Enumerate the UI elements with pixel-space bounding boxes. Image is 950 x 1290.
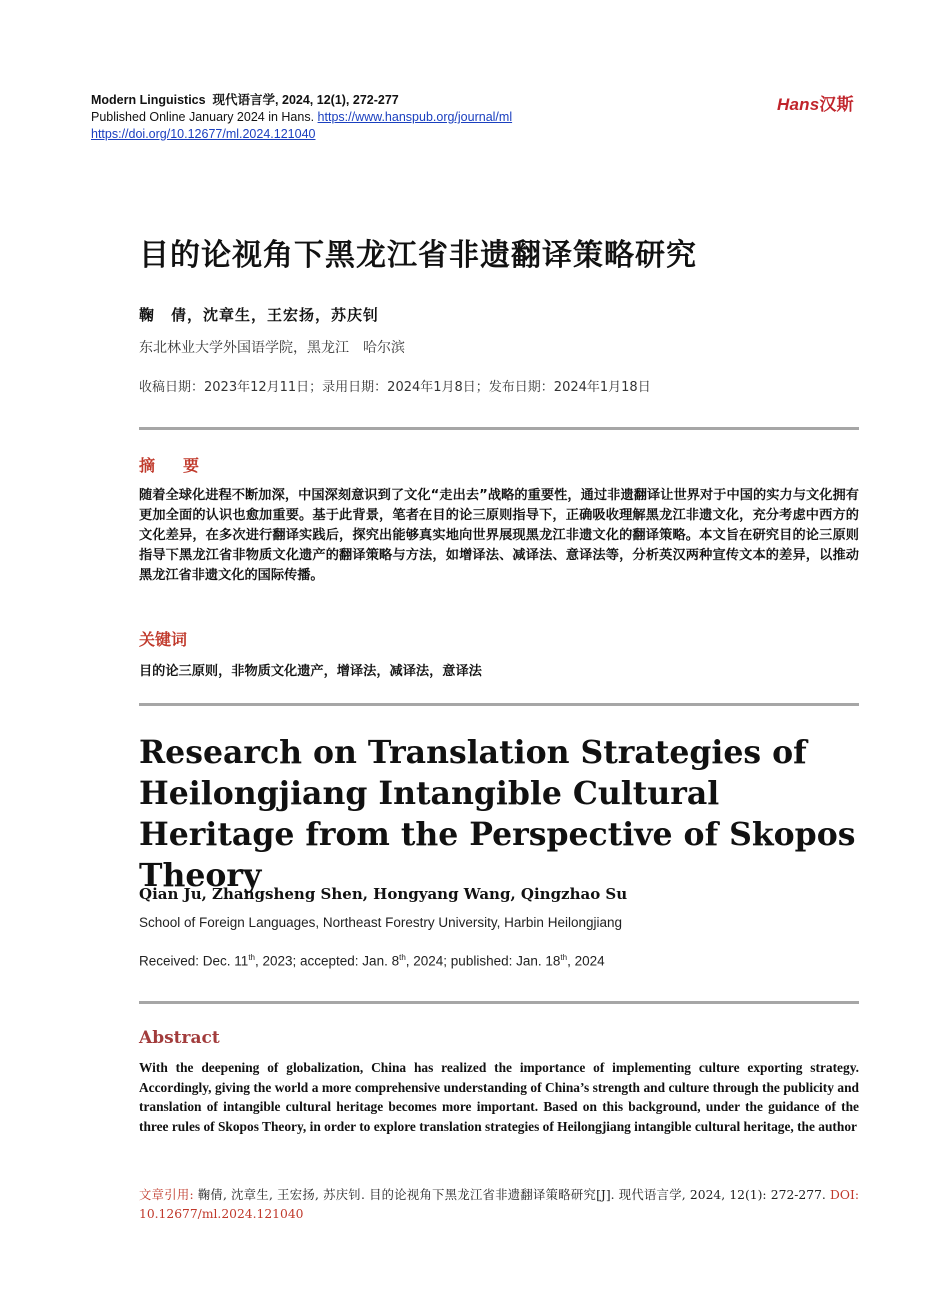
chinese-abstract-heading: 摘 要 bbox=[139, 458, 206, 475]
received-date: Received: Dec. 11 bbox=[139, 953, 249, 969]
divider-rule bbox=[139, 703, 859, 706]
chinese-title: 目的论视角下黑龙江省非遗翻译策略研究 bbox=[139, 238, 697, 273]
journal-citation-line bbox=[91, 92, 512, 109]
logo-cn: 汉斯 bbox=[819, 95, 854, 114]
citation-label: 文章引用: bbox=[139, 1188, 194, 1202]
published-text: Published Online January 2024 in Hans. bbox=[91, 110, 315, 124]
english-affiliation: School of Foreign Languages, Northeast Forestry University, Harbin Heilongjiang bbox=[139, 915, 622, 930]
english-abstract-heading: Abstract bbox=[139, 1028, 220, 1048]
divider-rule bbox=[139, 427, 859, 430]
english-dates bbox=[139, 953, 605, 969]
journal-name: Modern Linguistics bbox=[91, 93, 206, 107]
citation-doi[interactable]: DOI: 10.12677/ml.2024.121040 bbox=[139, 1188, 859, 1221]
english-title: Research on Translation Strategies of Heilongjiang Intangible Cultural Heritage from the Perspective of Skopos Theory bbox=[139, 734, 856, 894]
chinese-authors: 鞠 倩，沈章生，王宏扬，苏庆钊 bbox=[139, 306, 380, 324]
published-year: , 2024 bbox=[567, 953, 605, 969]
hans-logo bbox=[777, 90, 854, 115]
chinese-keywords-heading: 关键词 bbox=[139, 632, 188, 649]
chinese-keywords: 目的论三原则，非物质文化遗产，增译法，减译法，意译法 bbox=[139, 664, 482, 679]
chinese-abstract-body: 随着全球化进程不断加深，中国深刻意识到了文化“走出去”战略的重要性，通过非遗翻译让世界对于中国的实力与文化拥有更加全面的认识也愈加重要。基于此背景，笔者在目的论三原则指导下，正确吸收理解黑龙江非遗文化，充分考虑中西方的文化差异，在多次进行翻译实践后，探究出能够真实地向世界展现黑龙江非遗文化的翻译策略。本文旨在研究目的论三原则指导下黑龙江省非物质文化遗产的翻译策略与方法，如增译法、减译法、意译法等，分析英汉两种宣传文本的差异，以推动黑龙江省非遗文化的国际传播。 bbox=[139, 488, 859, 583]
english-abstract-body: With the deepening of globalization, China has realized the importance of implementing culture exporting strategy. Accordingly, giving the world a more comprehensive understanding of China’s strength and culture through the publicity and translation of intangible cultural heritage becomes more important. Based on this background, under the guidance of the three rules of Skopos Theory, in order to explore translation strategies of Heilongjiang intangible cultural heritage, the author bbox=[139, 1060, 859, 1134]
journal-url-link[interactable]: https://www.hanspub.org/journal/ml bbox=[317, 110, 513, 124]
chinese-affiliation: 东北林业大学外国语学院，黑龙江 哈尔滨 bbox=[139, 340, 405, 356]
journal-cn-info: 现代语言学, 2024, 12(1), 272-277 bbox=[212, 93, 399, 107]
ordinal-sup: th bbox=[399, 953, 406, 962]
ordinal-sup: th bbox=[560, 953, 568, 962]
english-authors: Qian Ju, Zhangsheng Shen, Hongyang Wang, Qingzhao Su bbox=[139, 885, 628, 903]
logo-latin: Hans bbox=[777, 95, 820, 114]
published-line bbox=[91, 109, 512, 126]
citation-text: 鞠倩, 沈章生, 王宏扬, 苏庆钊. 目的论视角下黑龙江省非遗翻译策略研究[J]. 现代语言学, 2024, 12(1): 272-277. bbox=[193, 1188, 831, 1202]
accepted-date: , 2023; accepted: Jan. 8 bbox=[254, 953, 400, 969]
divider-rule bbox=[139, 1001, 859, 1004]
published-date: , 2024; published: Jan. 18 bbox=[405, 953, 561, 969]
journal-header bbox=[91, 92, 512, 143]
doi-url-link[interactable]: https://doi.org/10.12677/ml.2024.121040 bbox=[91, 127, 316, 141]
article-citation bbox=[139, 1186, 859, 1224]
chinese-dates: 收稿日期：2023年12月11日；录用日期：2024年1月8日；发布日期：2024年1月18日 bbox=[139, 380, 651, 395]
ordinal-sup: th bbox=[248, 953, 255, 962]
